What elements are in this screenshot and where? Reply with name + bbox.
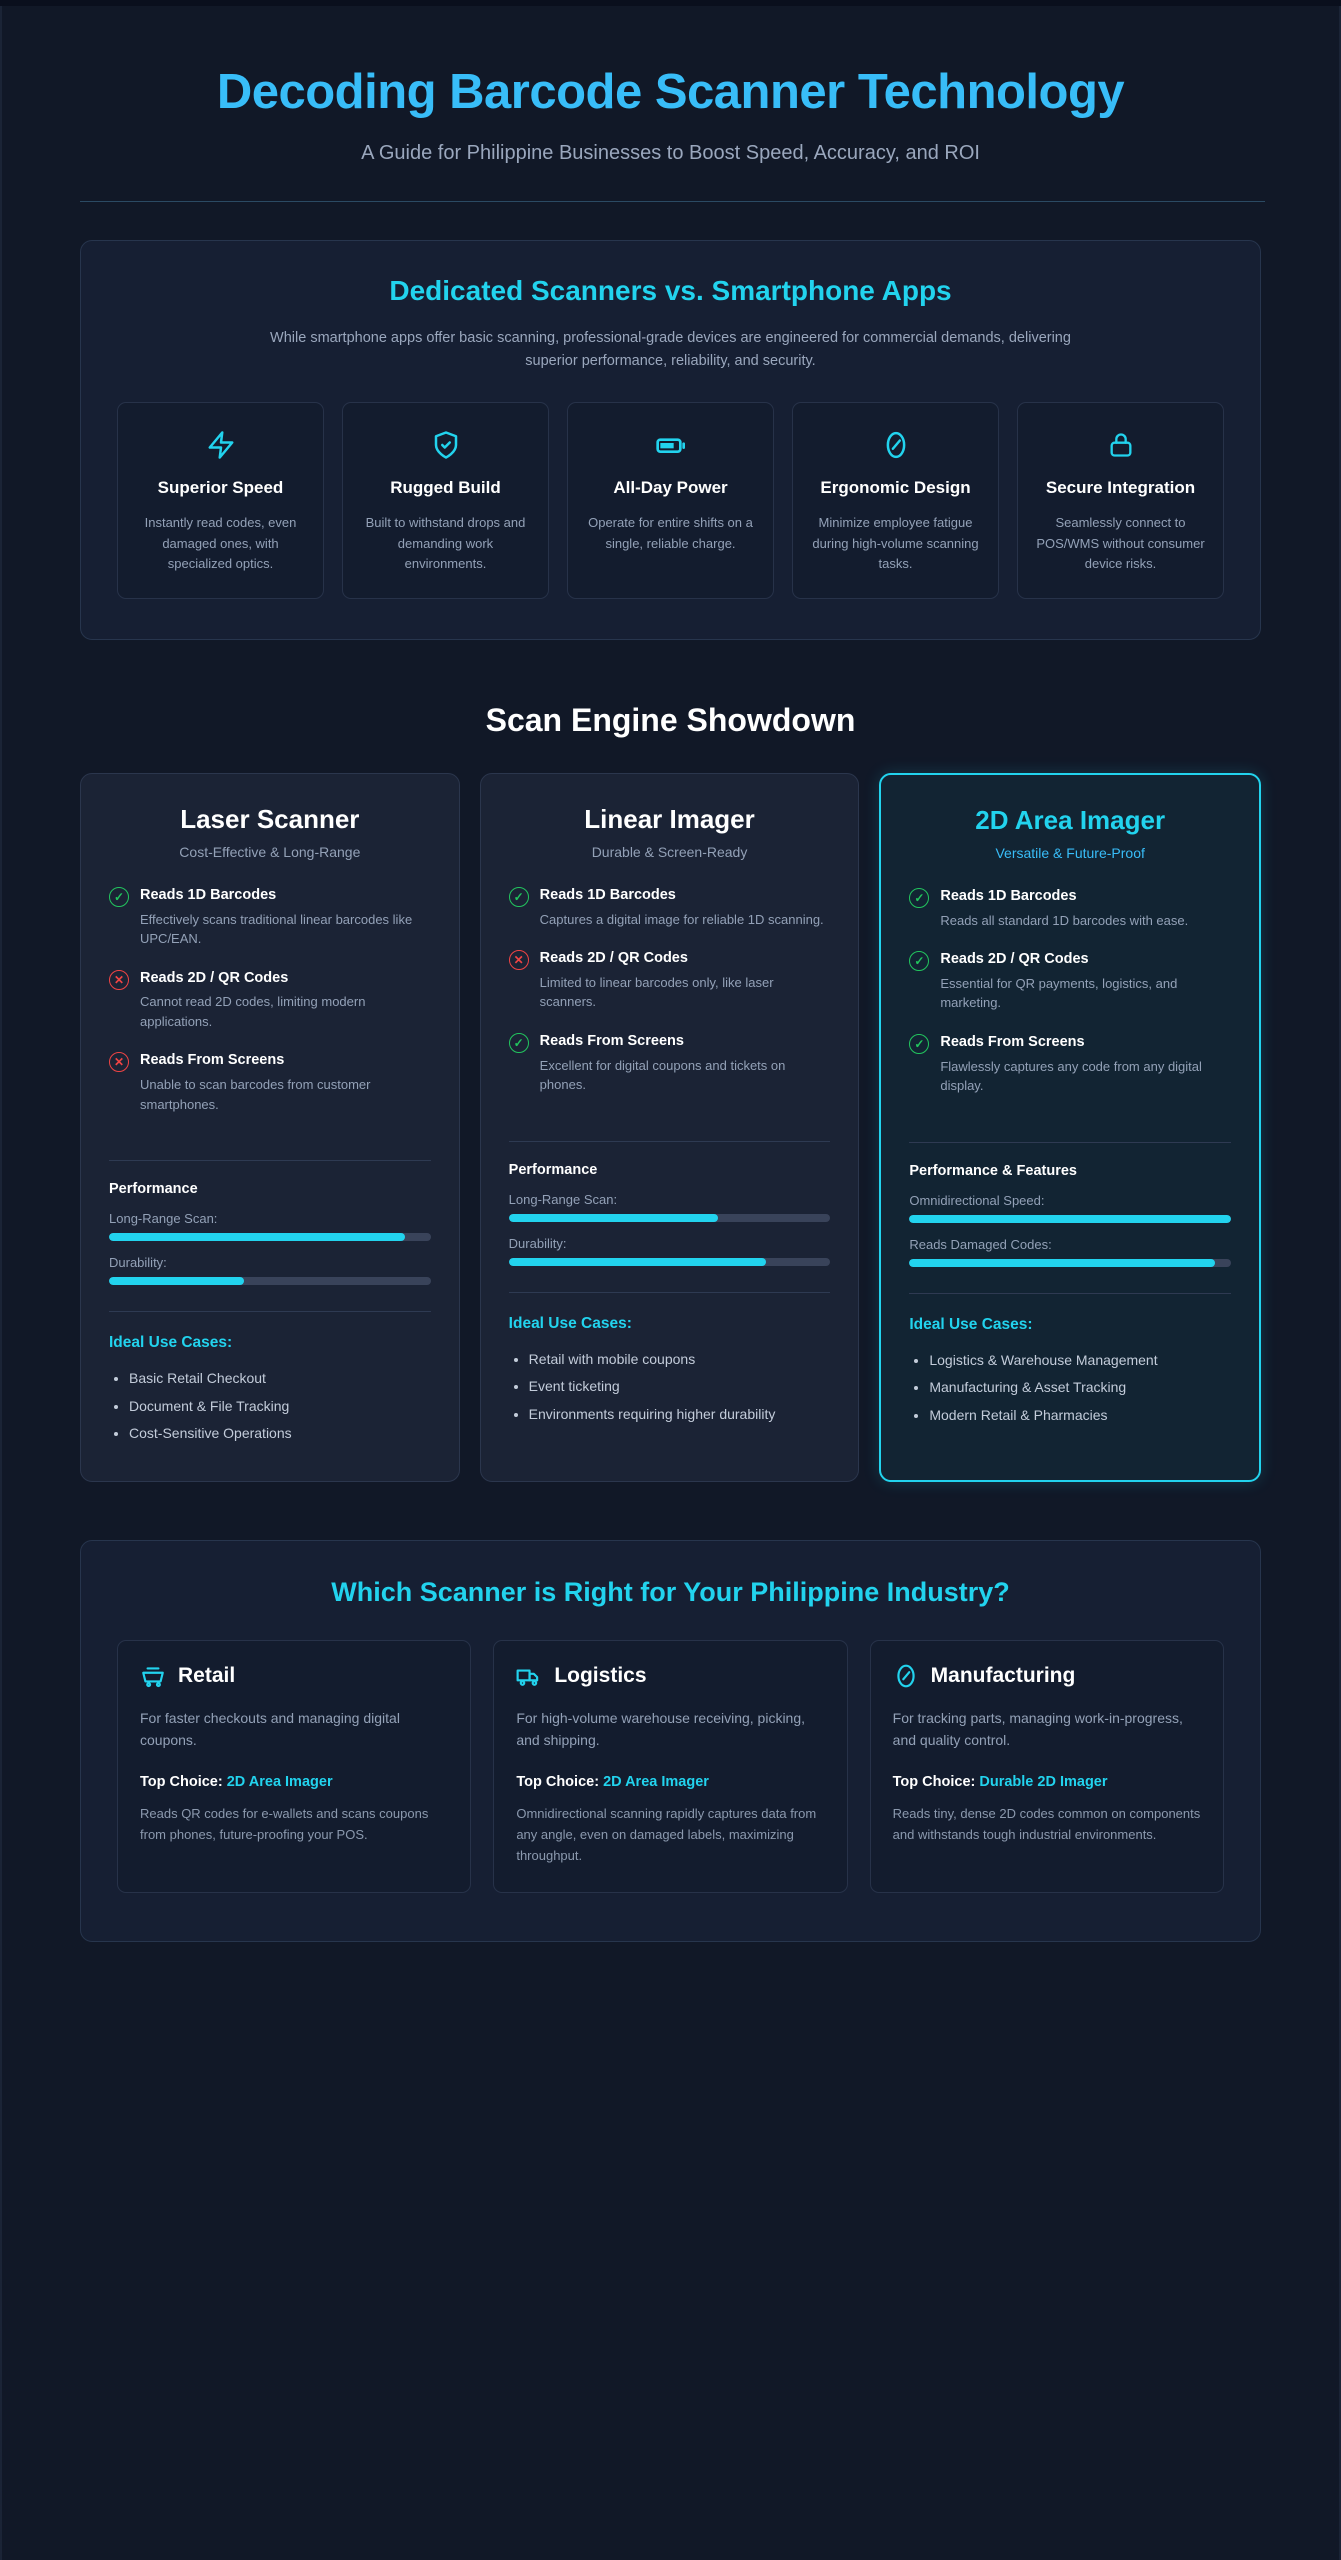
capability-title: Reads From Screens [140,1052,285,1069]
feature-desc: Built to withstand drops and demanding work environments. [365,515,526,571]
performance-heading: Performance & Features [909,1162,1077,1179]
list-item: • Event ticketing [529,1374,831,1399]
header [80,6,1261,202]
capability-item [509,886,831,929]
check-yes-icon: ✓ [909,1034,929,1054]
scanner-column-laser [80,773,460,1482]
section-divider [509,1292,831,1293]
scanner-title: Linear Imager [584,803,755,834]
section-divider [909,1142,1231,1143]
industry-card-header [893,1663,1201,1689]
section-divider [909,1293,1231,1294]
industry-desc: For high-volume warehouse receiving, picking, and shipping. [516,1709,806,1749]
industry-note: Reads QR codes for e-wallets and scans coupons from phones, future-proofing your POS. [140,1805,429,1842]
top-choice [140,1772,448,1792]
industry-note: Omnidirectional scanning rapidly captures data from any angle, even on damaged labels, maximizing throughput. [516,1805,817,1863]
comparison-panel [80,240,1261,639]
list-item: • Document & File Tracking [129,1394,431,1419]
capability-item [109,886,431,949]
industry-card-header [140,1663,448,1689]
industry-card-header [516,1663,824,1689]
capability-item [109,1051,431,1114]
shield-check-icon [357,425,534,465]
check-no-icon: ✕ [509,950,529,970]
top-choice [893,1772,1201,1792]
industry-desc: For tracking parts, managing work-in-progress, and quality control. [892,1709,1183,1749]
scanner-tagline: Durable & Screen-Ready [591,843,748,860]
progress-bar [509,1258,831,1266]
usecases-list [909,1348,1231,1431]
feature-card [342,402,549,599]
bolt-icon [132,425,309,465]
feature-name: All-Day Power [613,478,728,498]
performance-heading: Performance [109,1181,198,1198]
shopping-cart-icon [140,1663,166,1689]
industry-panel [80,1540,1261,1942]
capability-desc: Unable to scan barcodes from customer smartphones. [140,1077,371,1112]
capability-title: Reads 1D Barcodes [940,887,1077,904]
section-divider [109,1160,431,1161]
top-choice-label: Top Choice: [140,1773,223,1790]
industry-note: Reads tiny, dense 2D codes common on components and withstands tough industrial environments. [892,1805,1201,1842]
feature-desc: Minimize employee fatigue during high-volume scanning tasks. [812,515,979,571]
capability-desc: Cannot read 2D codes, limiting modern applications. [140,994,366,1029]
scanner-title: 2D Area Imager [975,804,1166,835]
ergonomic-scanner-icon [807,425,984,465]
capability-desc: Limited to linear barcodes only, like laser scanners. [539,974,774,1010]
progress-bar [109,1233,431,1241]
scanner-column-linear [480,773,860,1482]
gauge-icon [893,1663,919,1689]
capability-title: Reads 2D / QR Codes [940,951,1089,968]
page-subtitle: A Guide for Philippine Businesses to Boost Speed, Accuracy, and ROI [361,142,980,165]
progress-bar [909,1259,1231,1267]
capability-item [509,1032,831,1095]
feature-name: Superior Speed [157,478,284,498]
progress-fill [509,1214,718,1222]
header-divider [80,201,1265,202]
scanner-column-2d-area-imager [879,773,1261,1482]
industry-title: Which Scanner is Right for Your Philippine Industry? [331,1576,1010,1607]
top-choice-value: 2D Area Imager [603,1773,709,1790]
progress-bar [109,1277,431,1285]
capability-item [909,950,1231,1013]
capability-title: Reads 1D Barcodes [539,886,676,903]
feature-name: Ergonomic Design [820,478,971,498]
industry-card-manufacturing [870,1640,1224,1893]
usecases-list [109,1366,431,1449]
bar-label: Durability: [109,1255,167,1271]
top-choice-label: Top Choice: [892,1773,976,1790]
check-yes-icon: ✓ [109,887,129,907]
list-item: • Environments requiring higher durability [529,1402,831,1427]
scanner-tagline: Cost-Effective & Long-Range [179,843,361,860]
comparison-subtitle: While smartphone apps offer basic scanning, professional-grade devices are engineered for commercial demands, delivering superior performance, reliability, and security. [270,330,1071,369]
feature-card-row [117,402,1224,599]
capability-title: Reads 1D Barcodes [140,886,277,903]
lock-icon [1032,425,1209,465]
check-no-icon: ✕ [109,970,129,990]
top-choice-value: Durable 2D Imager [979,1773,1108,1790]
feature-desc: Seamlessly connect to POS/WMS without consumer device risks. [1036,515,1205,571]
industry-card-row [117,1640,1224,1893]
capability-desc: Essential for QR payments, logistics, and marketing. [940,975,1178,1011]
usecases-heading: Ideal Use Cases: [909,1315,1033,1333]
feature-card [567,402,774,599]
industry-desc: For faster checkouts and managing digital coupons. [140,1709,400,1749]
delivery-truck-icon [516,1663,542,1689]
industry-card-retail [117,1640,471,1893]
feature-name: Rugged Build [390,478,501,498]
progress-bar [909,1215,1231,1223]
list-item: • Logistics & Warehouse Management [929,1348,1231,1373]
check-yes-icon: ✓ [909,888,929,908]
check-no-icon: ✕ [109,1052,129,1072]
industry-name: Manufacturing [930,1663,1076,1687]
feature-card [117,402,324,599]
usecases-heading: Ideal Use Cases: [109,1334,233,1352]
progress-fill [509,1258,766,1266]
capability-desc: Excellent for digital coupons and tickets on phones. [539,1057,786,1093]
showdown-heading: Scan Engine Showdown [485,701,856,738]
capability-list [509,886,831,1115]
feature-card [1017,402,1224,599]
usecases-heading: Ideal Use Cases: [508,1314,632,1332]
bar-label: Durability: [508,1235,567,1251]
progress-bar [509,1214,831,1222]
capability-list [909,887,1231,1116]
check-yes-icon: ✓ [509,1033,529,1053]
check-yes-icon: ✓ [509,887,529,907]
performance-heading: Performance [508,1161,598,1178]
progress-fill [109,1277,244,1285]
list-item: • Manufacturing & Asset Tracking [929,1375,1231,1400]
progress-fill [109,1233,405,1241]
top-choice-value: 2D Area Imager [226,1773,333,1790]
bar-label: Omnidirectional Speed: [909,1192,1045,1208]
progress-fill [909,1215,1231,1223]
scanner-tagline: Versatile & Future-Proof [995,844,1145,861]
list-item: • Cost-Sensitive Operations [129,1421,431,1446]
capability-title: Reads 2D / QR Codes [140,969,289,986]
list-item: • Basic Retail Checkout [129,1366,431,1391]
capability-item [109,969,431,1032]
capability-title: Reads From Screens [539,1032,684,1049]
showdown-columns [80,773,1261,1482]
progress-fill [909,1259,1215,1267]
check-yes-icon: ✓ [909,951,929,971]
infographic-page [0,6,1341,2560]
feature-desc: Operate for entire shifts on a single, reliable charge. [588,515,753,551]
battery-icon [582,425,759,465]
industry-name: Logistics [554,1663,647,1687]
comparison-title: Dedicated Scanners vs. Smartphone Apps [389,275,952,307]
section-divider [509,1141,831,1142]
capability-desc: Effectively scans traditional linear barcodes like UPC/EAN. [140,911,413,947]
capability-desc: Flawlessly captures any code from any digital display. [940,1058,1202,1094]
bar-label: Reads Damaged Codes: [909,1236,1052,1252]
usecases-list [509,1347,831,1430]
list-item: • Retail with mobile coupons [529,1347,831,1372]
capability-item [909,1033,1231,1096]
capability-list [109,886,431,1135]
top-choice-label: Top Choice: [516,1773,600,1790]
capability-item [909,887,1231,930]
capability-desc: Reads all standard 1D barcodes with ease. [940,912,1189,928]
feature-card [792,402,999,599]
scanner-title: Laser Scanner [180,803,360,834]
top-choice [516,1772,824,1792]
list-item: • Modern Retail & Pharmacies [929,1403,1231,1428]
capability-desc: Captures a digital image for reliable 1D scanning. [539,911,824,927]
capability-title: Reads 2D / QR Codes [539,950,688,967]
capability-item [509,949,831,1012]
bar-label: Long-Range Scan: [508,1191,618,1207]
feature-name: Secure Integration [1045,478,1196,498]
page-title: Decoding Barcode Scanner Technology [216,65,1125,119]
feature-desc: Instantly read codes, even damaged ones, with specialized optics. [144,515,297,571]
industry-name: Retail [178,1663,236,1687]
industry-card-logistics [493,1640,847,1893]
section-divider [109,1311,431,1312]
bar-label: Long-Range Scan: [109,1211,218,1227]
capability-title: Reads From Screens [940,1033,1085,1050]
